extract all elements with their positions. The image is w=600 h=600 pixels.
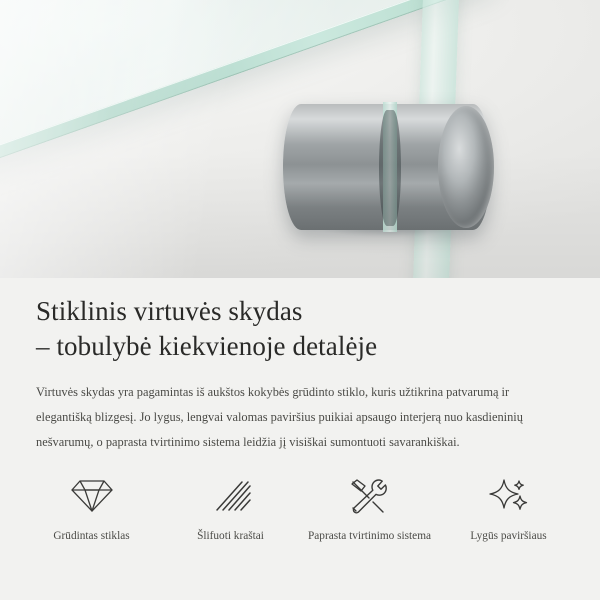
feature-label: Paprasta tvirtinimo sistema bbox=[308, 530, 431, 542]
hero-image bbox=[0, 0, 600, 278]
feature-item-smooth-surface bbox=[439, 476, 578, 544]
feature-label: Šlifuoti kraštai bbox=[197, 530, 264, 542]
bracket-slot bbox=[379, 110, 401, 226]
sparkle-icon bbox=[443, 476, 574, 516]
headline-line-1: Stiklinis virtuvės skydas bbox=[36, 296, 303, 326]
feature-item-polished-edges bbox=[161, 476, 300, 544]
feature-label: Lygūs paviršiaus bbox=[470, 530, 547, 542]
headline-line-2: – tobulybė kiekvienoje detalėje bbox=[36, 331, 378, 362]
polished-edge-icon bbox=[165, 476, 296, 516]
feature-list bbox=[0, 476, 600, 544]
metal-bracket bbox=[283, 104, 491, 230]
description-paragraph: Virtuvės skydas yra pagamintas iš aukštos kokybės grūdinto stiklo, kuris užtikrina patvarumą ir elegantišką blizgesį. Jo lygus, lengvai valomas paviršius puikiai apsaugo interjerą nuo kasdieninių nešvarumų, o paprasta tvirtinimo sistema leidžia jį visiškai sumontuoti savarankiškai. bbox=[36, 385, 523, 449]
diamond-icon bbox=[26, 476, 157, 516]
feature-label: Grūdintas stiklas bbox=[53, 530, 130, 542]
page-title bbox=[0, 278, 600, 364]
feature-item-tempered-glass bbox=[22, 476, 161, 544]
bracket-cap bbox=[438, 106, 494, 228]
content-section bbox=[0, 278, 600, 600]
feature-item-mounting-system bbox=[300, 476, 439, 544]
tools-icon bbox=[304, 476, 435, 516]
